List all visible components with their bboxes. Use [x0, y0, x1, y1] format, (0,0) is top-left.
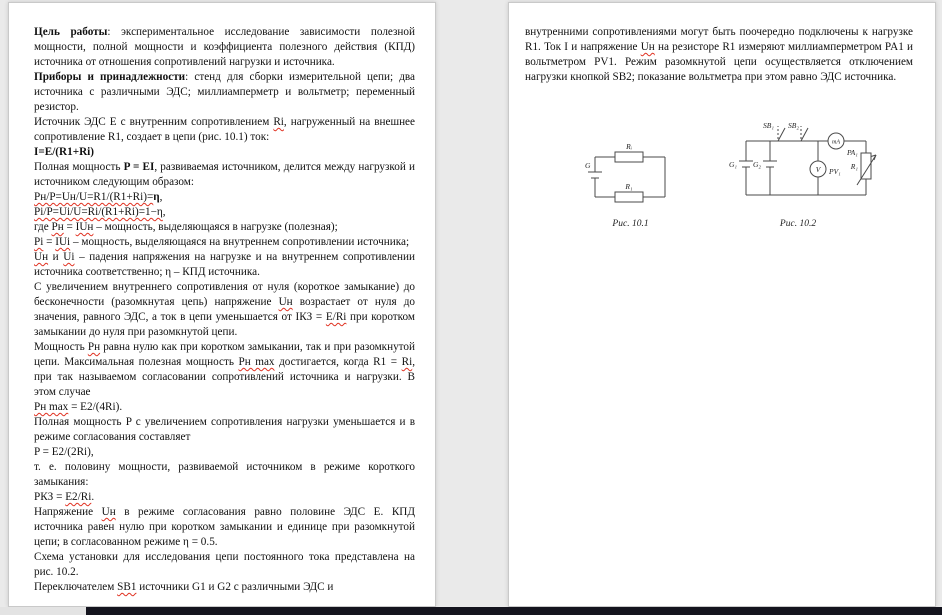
figure-caption: Рис. 10.1: [612, 219, 649, 229]
paragraph: [525, 25, 913, 85]
paragraph: [34, 580, 415, 595]
paragraph: [34, 235, 415, 250]
document-page-left[interactable]: [8, 2, 436, 607]
text-run: Pн: [51, 221, 64, 233]
text-run: : экспериментальное исследование зависимости полезной мощности, полной мощности и коэффициента полезного действия (КПД) источника от отношения сопротивлений нагрузки и источника.: [34, 26, 415, 68]
text-run: Источник ЭДС E с внутренним сопротивлением: [34, 116, 274, 128]
text-run: – мощность, выделяющаяся на внутреннем сопротивлении источника;: [70, 236, 410, 248]
label-load-r1: R₁: [850, 162, 858, 171]
paragraph: [34, 220, 415, 235]
figure-10-2: [708, 121, 888, 229]
text-run: Ui: [63, 251, 75, 263]
text-run: Мощность: [34, 341, 88, 353]
text-run: PКЗ =: [34, 491, 66, 503]
resistor-internal: [615, 152, 643, 162]
text-run: E/Ri: [325, 311, 347, 323]
text-run: Pi/P=Ui/U=Ri/(R1+Ri)=1−η: [34, 206, 163, 218]
circuit-diagram-10-1: [583, 141, 678, 213]
text-run: при коротком замыкании до нуля при разомкнутой цепи.: [34, 311, 415, 338]
paragraph: [34, 400, 415, 415]
paragraph: [34, 205, 415, 220]
left-page-text: [34, 25, 415, 595]
label-switch-sb1: SB₁: [763, 121, 774, 130]
text-run: и: [48, 251, 64, 263]
text-run: Pн: [87, 341, 101, 353]
text-run: Uн: [278, 296, 293, 308]
text-run: η: [153, 191, 160, 203]
text-run: Pн max: [238, 356, 275, 368]
switch-sb1-blade: [778, 128, 785, 141]
text-run: : стенд для сборки измерительной цепи; два источника с различными ЭДС; миллиамперметр и вольтметр; переменный резистор.: [34, 71, 415, 113]
label-switch-sb2: SB₂: [788, 121, 799, 130]
text-run: Полная мощность: [34, 161, 124, 173]
figures-row: [583, 121, 913, 229]
label-milliammeter: mA: [832, 139, 840, 146]
text-run: источники G1 и G2 с различными ЭДС и: [136, 581, 334, 593]
text-run: Uн: [640, 41, 655, 53]
label-pv1: PV₁: [829, 167, 841, 176]
paragraph: [34, 25, 415, 70]
label-pa1: PA₁: [847, 148, 858, 157]
taskbar-start-area[interactable]: [0, 607, 86, 615]
text-run: внутренними сопротивлениями могут быть поочередно подключены к нагрузке R1. Ток I и напряжение: [525, 26, 913, 53]
label-source-g2: G₂: [752, 160, 761, 169]
text-run: т. е. половину мощности, развиваемой источником в режиме короткого замыкания:: [34, 461, 415, 488]
paragraph: [34, 490, 415, 505]
paragraph: [34, 115, 415, 145]
text-run: Схема установки для исследования цепи постоянного тока представлена на рис. 10.2.: [34, 551, 415, 578]
page-text-area: [9, 3, 435, 606]
paragraph: [34, 415, 415, 445]
text-run: E2/Ri: [65, 491, 92, 503]
text-run: Переключателем: [34, 581, 118, 593]
text-run: Приборы и принадлежности: [34, 71, 186, 83]
text-run: SB1: [117, 581, 137, 593]
text-run: Pн max: [34, 401, 69, 413]
text-run: – падения напряжения на нагрузке и на внутреннем сопротивлении источника соответственно; η – КПД источника.: [34, 251, 415, 278]
label-internal-resistance: Rᵢ: [626, 142, 632, 151]
text-run: равна нулю как при коротком замыкании, так и при разомкнутой цепи. Максимальная полезная мощность: [34, 341, 415, 368]
taskbar[interactable]: [0, 607, 942, 615]
text-run: , развиваемая источником, делится между нагрузкой и источником следующим образом:: [34, 161, 415, 188]
paragraph: [34, 70, 415, 115]
paragraph: [34, 190, 415, 205]
text-run: .: [91, 491, 95, 503]
label-load-resistance: R₁: [625, 182, 633, 191]
paragraph: [34, 250, 415, 280]
text-run: Цель работы: [34, 26, 108, 38]
paragraph: [34, 160, 415, 190]
text-run: Pi: [34, 236, 44, 248]
text-run: P = EI: [123, 161, 155, 173]
paragraph: [34, 280, 415, 340]
label-source-g1: G₁: [728, 160, 737, 169]
paragraph: [34, 460, 415, 490]
document-page-right[interactable]: [508, 2, 936, 607]
text-run: Pн/P=Uн/U=R1/(R1+Ri)=: [34, 191, 154, 203]
text-run: IUi: [55, 236, 71, 248]
text-run: Uн: [34, 251, 49, 263]
text-run: возрастает от нуля до значения, равного ЭДС, а ток в цепи уменьшается от IКЗ =: [34, 296, 415, 323]
text-run: на резисторе R1 измеряют миллиамперметром PA1 и вольтметром PV1. Режим разомкнутой цепи осуществляется отключением нагрузки кнопкой SB2; показание вольтметра при этом равно ЭДС источника.: [525, 41, 913, 83]
paragraph: [34, 505, 415, 550]
paragraph: [34, 340, 415, 400]
text-run: ,: [162, 206, 166, 218]
text-run: ,: [159, 191, 163, 203]
figure-caption: Рис. 10.2: [779, 219, 817, 229]
text-run: Напряжение: [34, 506, 102, 518]
text-run: I=E/(R1+Ri): [34, 146, 94, 158]
text-run: – мощность, выделяющаяся в нагрузке (полезная);: [93, 221, 338, 233]
page-text-area: [509, 3, 935, 606]
paragraph: [34, 550, 415, 580]
text-run: где: [34, 221, 52, 233]
text-run: С увеличением внутреннего сопротивления от нуля (короткое замыкание) до бесконечности (разомкнутая цепь) напряжение: [34, 281, 415, 308]
switch-sb2-blade: [801, 128, 808, 141]
text-run: Полная мощность P с увеличением сопротивления нагрузки уменьшается и в режиме согласования составляет: [34, 416, 415, 443]
right-page-text: [525, 25, 913, 85]
text-run: Ri: [401, 356, 413, 368]
circuit-wires: [588, 152, 665, 202]
text-run: = E2/(4Ri).: [68, 401, 123, 413]
circuit-diagram-10-2: [708, 121, 888, 213]
paragraph: [34, 145, 415, 160]
label-source-g: G: [585, 161, 591, 170]
text-run: IUн: [75, 221, 94, 233]
label-voltmeter: V: [815, 165, 821, 174]
text-run: в режиме согласования равно половине ЭДС E. КПД источника равен нулю при коротком замыкании и единице при разомкнутой цепи; в согласованном режиме η = 0.5.: [34, 506, 415, 548]
text-run: Ri: [273, 116, 284, 128]
text-run: , при так называемом согласовании сопротивлений источника и нагрузки. В этом случае: [34, 356, 415, 398]
resistor-load: [615, 192, 643, 202]
text-run: достигается, когда R1 =: [274, 356, 402, 368]
figure-10-1: [583, 141, 678, 229]
text-run: P = E2/(2Ri),: [34, 446, 94, 458]
text-run: =: [43, 236, 56, 248]
text-run: =: [63, 221, 76, 233]
text-run: , нагруженный на внешнее сопротивление R1, создает в цепи (рис. 10.1) ток:: [34, 116, 415, 143]
paragraph: [34, 445, 415, 460]
text-run: Uн: [101, 506, 116, 518]
